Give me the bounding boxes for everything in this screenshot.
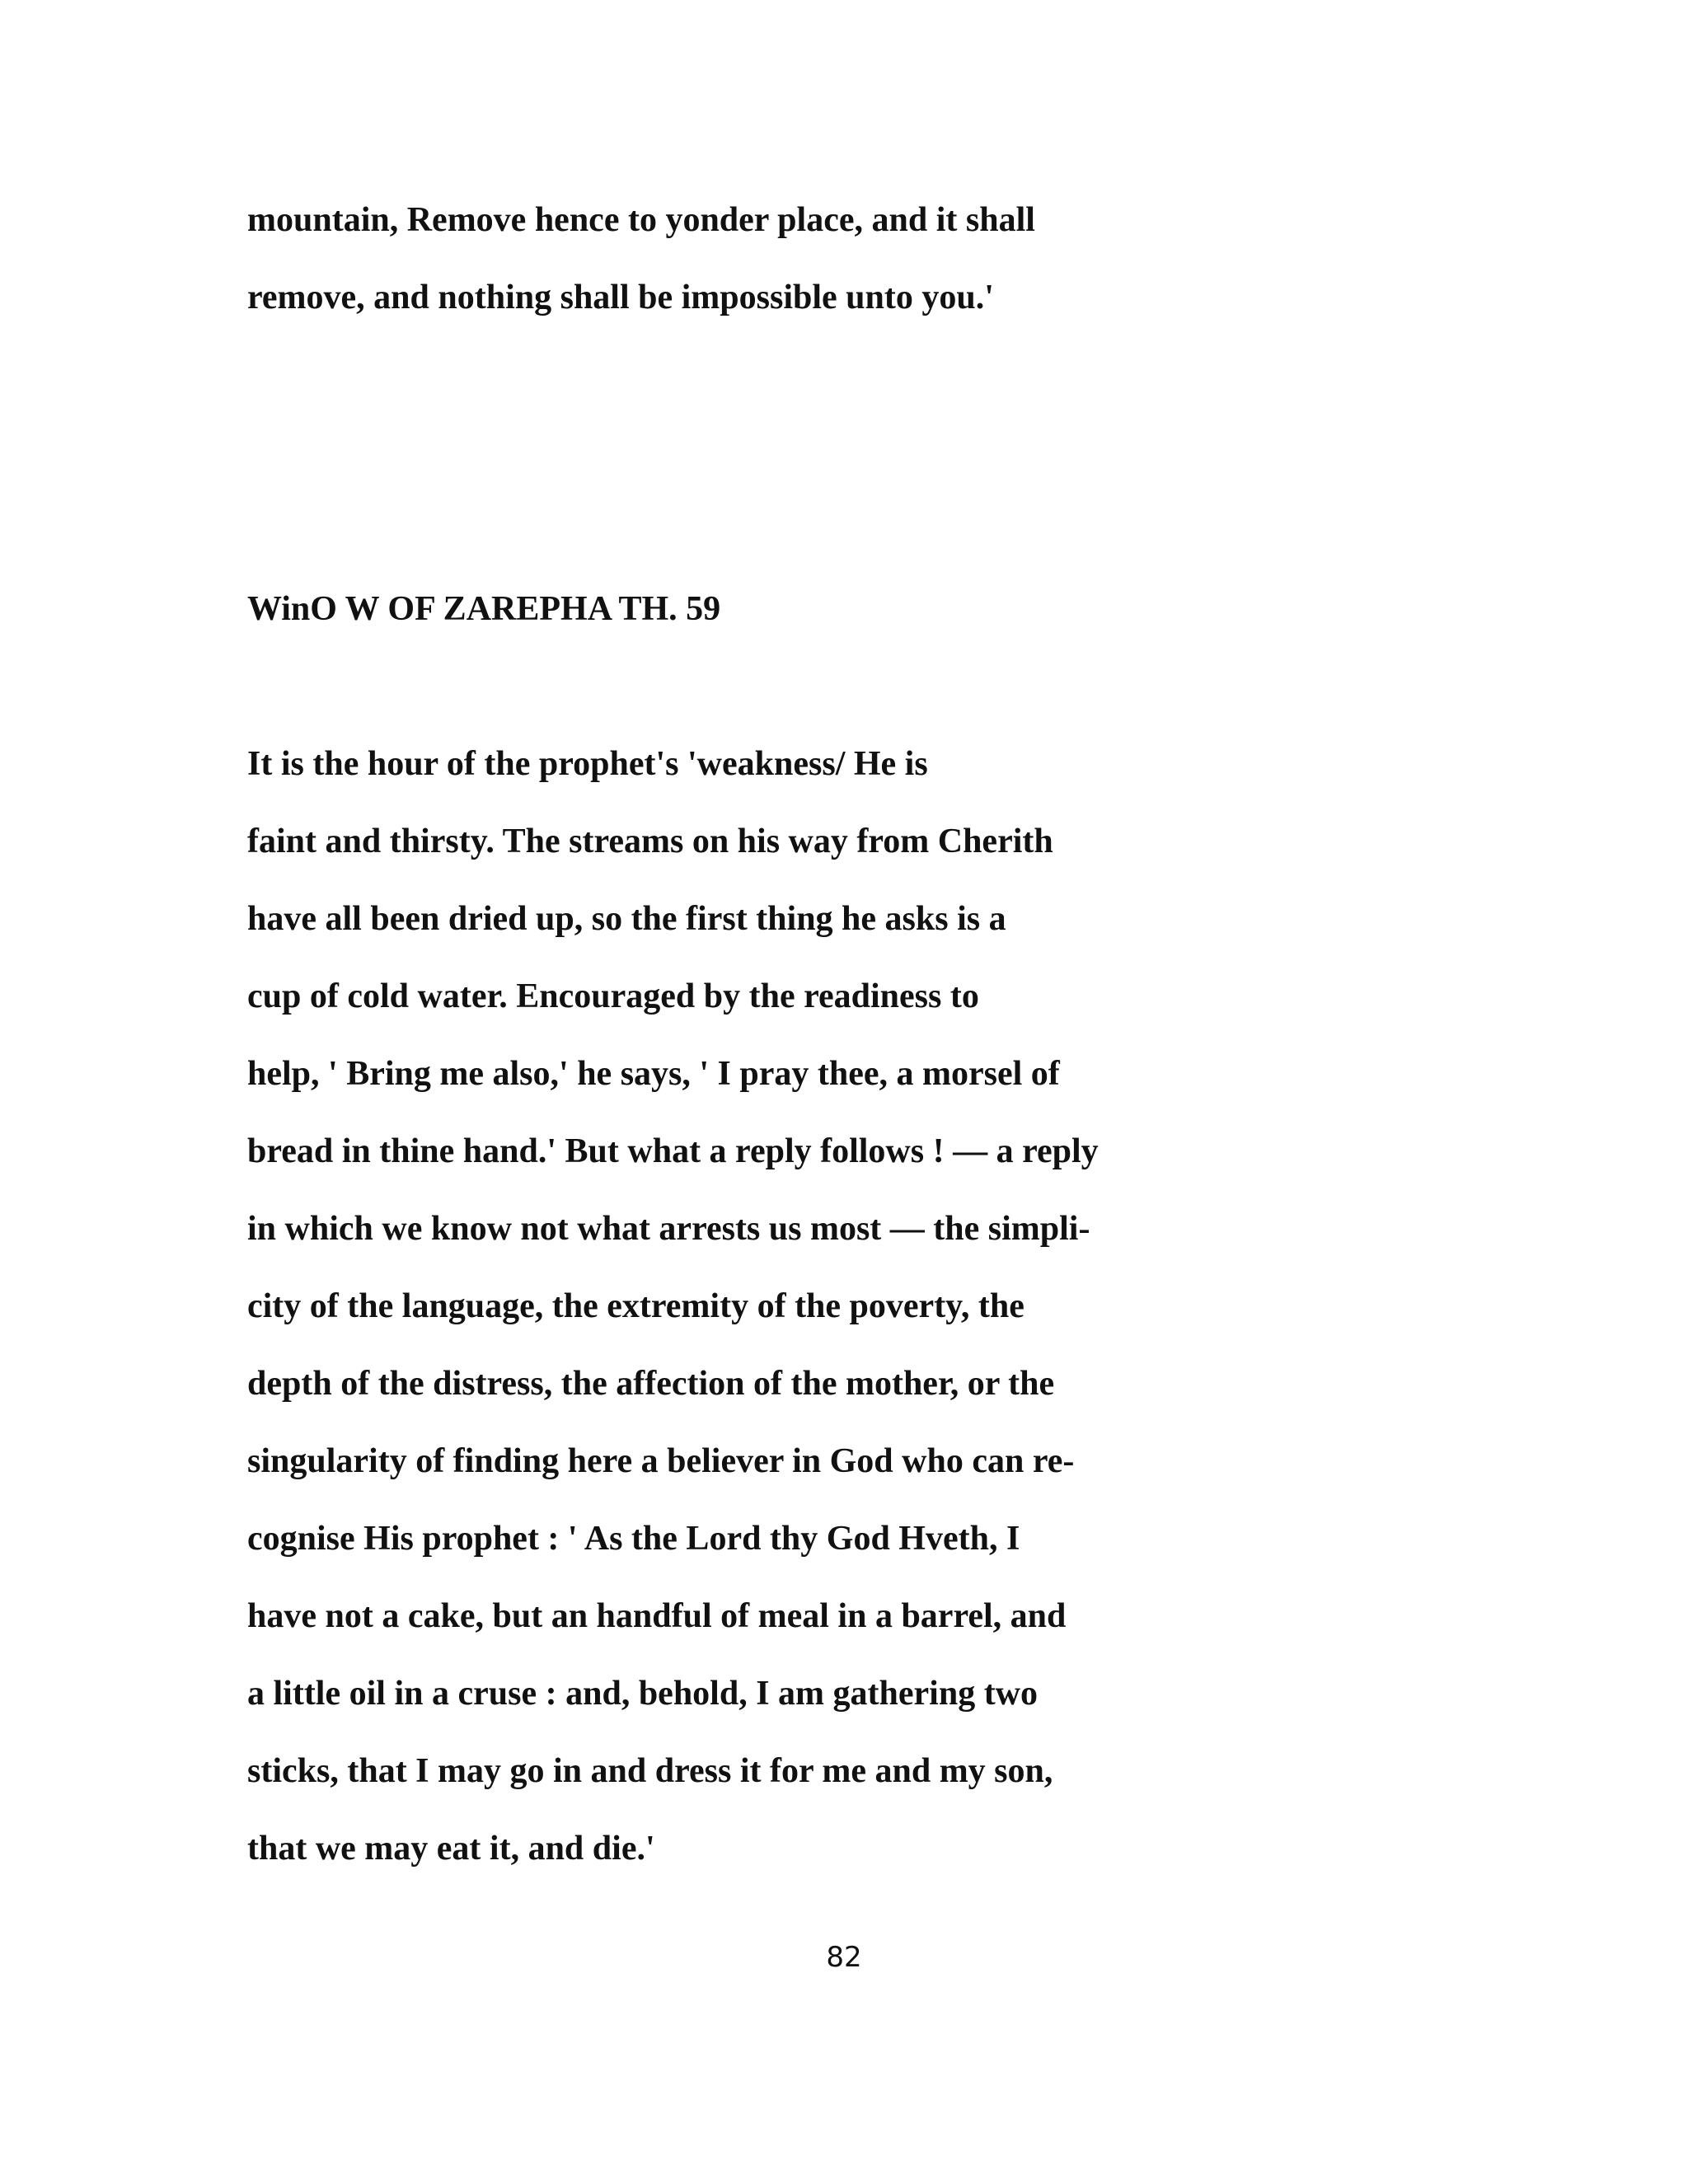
section-heading: WinO W OF ZAREPHA TH. 59 [247,590,721,628]
text-line: mountain, Remove hence to yonder place, and it shall [247,201,1035,239]
text-line: have not a cake, but an handful of meal in a barrel, and [247,1597,1067,1635]
text-line: faint and thirsty. The streams on his way from Cherith [247,823,1053,860]
intro-paragraph [247,181,1566,336]
text-line: It is the hour of the prophet's 'weakness/ He is [247,745,928,783]
text-line: sticks, that I may go in and dress it for me and my son, [247,1752,1053,1790]
text-line: a little oil in a cruse : and, behold, I am gathering two [247,1675,1039,1713]
page-number: 82 [826,1941,862,1974]
text-line: bread in thine hand.' But what a reply follows ! — a reply [247,1132,1099,1170]
text-line: cup of cold water. Encouraged by the readiness to [247,977,979,1015]
text-line: singularity of finding here a believer in God who can re- [247,1442,1075,1480]
section-heading-block [247,570,1566,648]
text-line: in which we know not what arrests us most — the simpli- [247,1210,1090,1248]
text-line: depth of the distress, the affection of the mother, or the [247,1365,1055,1403]
text-line: cognise His prophet : ' As the Lord thy God Hveth, I [247,1520,1020,1558]
text-line: city of the language, the extremity of the poverty, the [247,1287,1025,1325]
text-line: help, ' Bring me also,' he says, ' I pray thee, a morsel of [247,1055,1060,1093]
text-line: have all been dried up, so the first thing he asks is a [247,900,1006,938]
text-line: remove, and nothing shall be impossible unto you.' [247,279,994,316]
text-line: that we may eat it, and die.' [247,1830,655,1868]
body-paragraph [247,725,1566,1887]
